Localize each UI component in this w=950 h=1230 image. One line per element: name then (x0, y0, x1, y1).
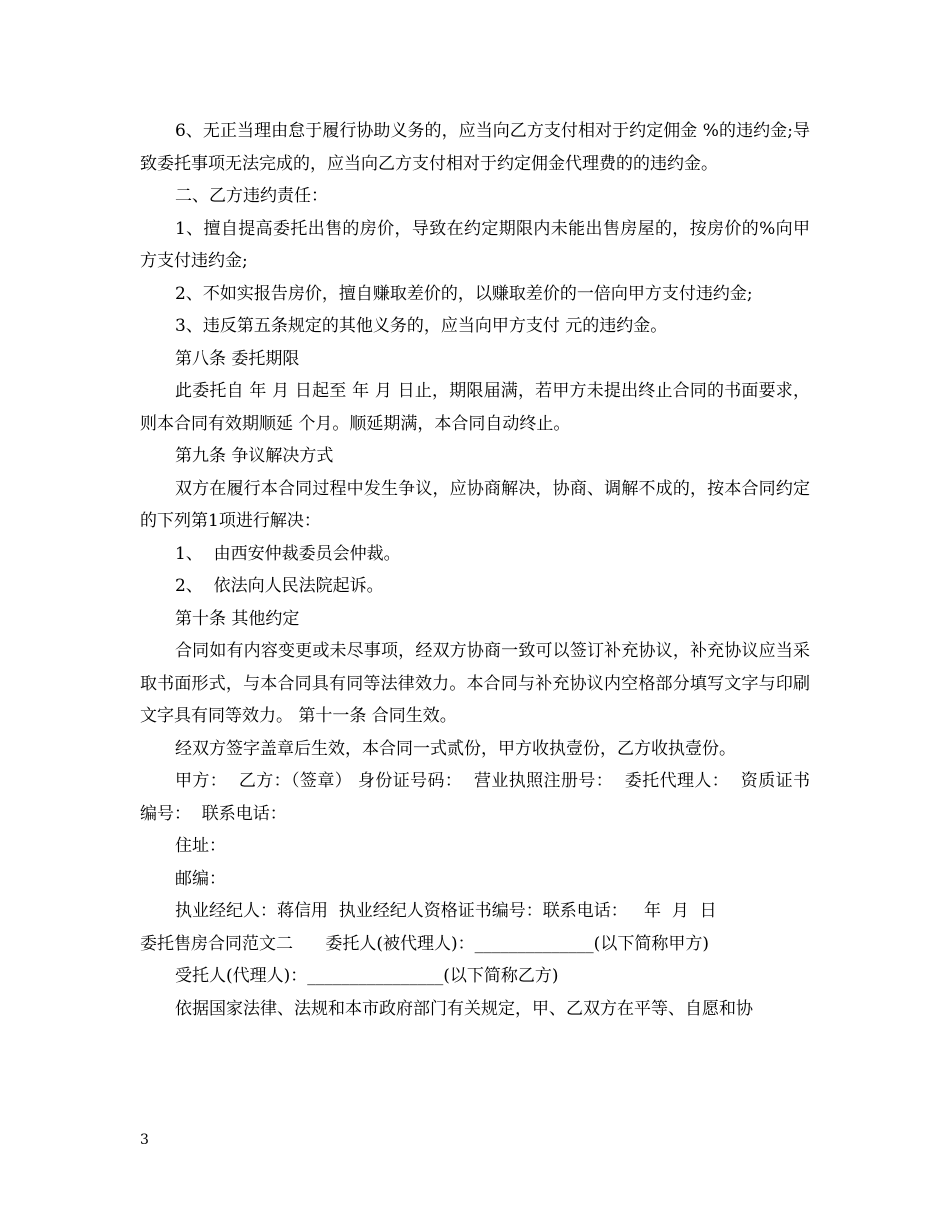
paragraph: 双方在履行本合同过程中发生争议，应协商解决，协商、调解不成的，按本合同约定的下列第1项进行解决： (140, 478, 810, 531)
contract-two-title: 委托售房合同范文二 委托人(被代理人)：______________(以下简称甲方) (140, 933, 709, 954)
paragraph: 依据国家法律、法规和本市政府部门有关规定，甲、乙双方在平等、自愿和协 (175, 998, 753, 1019)
article-heading: 第十条 其他约定 (175, 608, 300, 629)
list-item: 2、 依法向人民法院起诉。 (175, 576, 384, 596)
article-heading: 第八条 委托期限 (175, 348, 300, 369)
address-field: 住址： (175, 836, 226, 856)
paragraph: 经双方签字盖章后生效，本合同一式贰份，甲方收执壹份，乙方收执壹份。 (175, 738, 736, 759)
agent-line: 受托人(代理人)：________________(以下简称乙方) (175, 966, 559, 986)
paragraph: 合同如有内容变更或未尽事项，经双方协商一致可以签订补充协议，补充协议应当采取书面形式，与本合同具有同等法律效力。本合同与补充协议内空格部分填写文字与印刷文字具有同等效力。 第十一条 合同生效。 (140, 641, 810, 726)
paragraph: 6、无正当理由怠于履行协助义务的，应当向乙方支付相对于约定佣金 %的违约金;导致委托事项无法完成的，应当向乙方支付相对于约定佣金代理费的的违约金。 (140, 121, 810, 174)
document-body (140, 115, 810, 1025)
list-item: 1、 由西安仲裁委员会仲裁。 (175, 543, 401, 564)
paragraph: 此委托自 年 月 日起至 年 月 日止，期限届满，若甲方未提出终止合同的书面要求，则本合同有效期顺延 个月。顺延期满，本合同自动终止。 (140, 381, 810, 434)
paragraph: 1、擅自提高委托出售的房价，导致在约定期限内未能出售房屋的，按房价的%向甲方支付违约金; (140, 218, 810, 271)
broker-line: 执业经纪人：蒋信用 执业经纪人资格证书编号：联系电话： 年 月 日 (175, 901, 717, 921)
section-heading: 二、乙方违约责任： (175, 186, 328, 206)
paragraph: 2、不如实报告房价，擅自赚取差价的，以赚取差价的一倍向甲方支付违约金; (175, 283, 753, 304)
paragraph: 3、违反第五条规定的其他义务的，应当向甲方支付 元的违约金。 (175, 316, 668, 336)
article-heading: 第九条 争议解决方式 (175, 446, 334, 466)
signature-fields: 甲方： 乙方：（签章） 身份证号码： 营业执照注册号： 委托代理人： 资质证书编号： 联系电话： (140, 771, 810, 824)
page-number: 3 (140, 1132, 149, 1148)
postcode-field: 邮编： (175, 868, 226, 889)
